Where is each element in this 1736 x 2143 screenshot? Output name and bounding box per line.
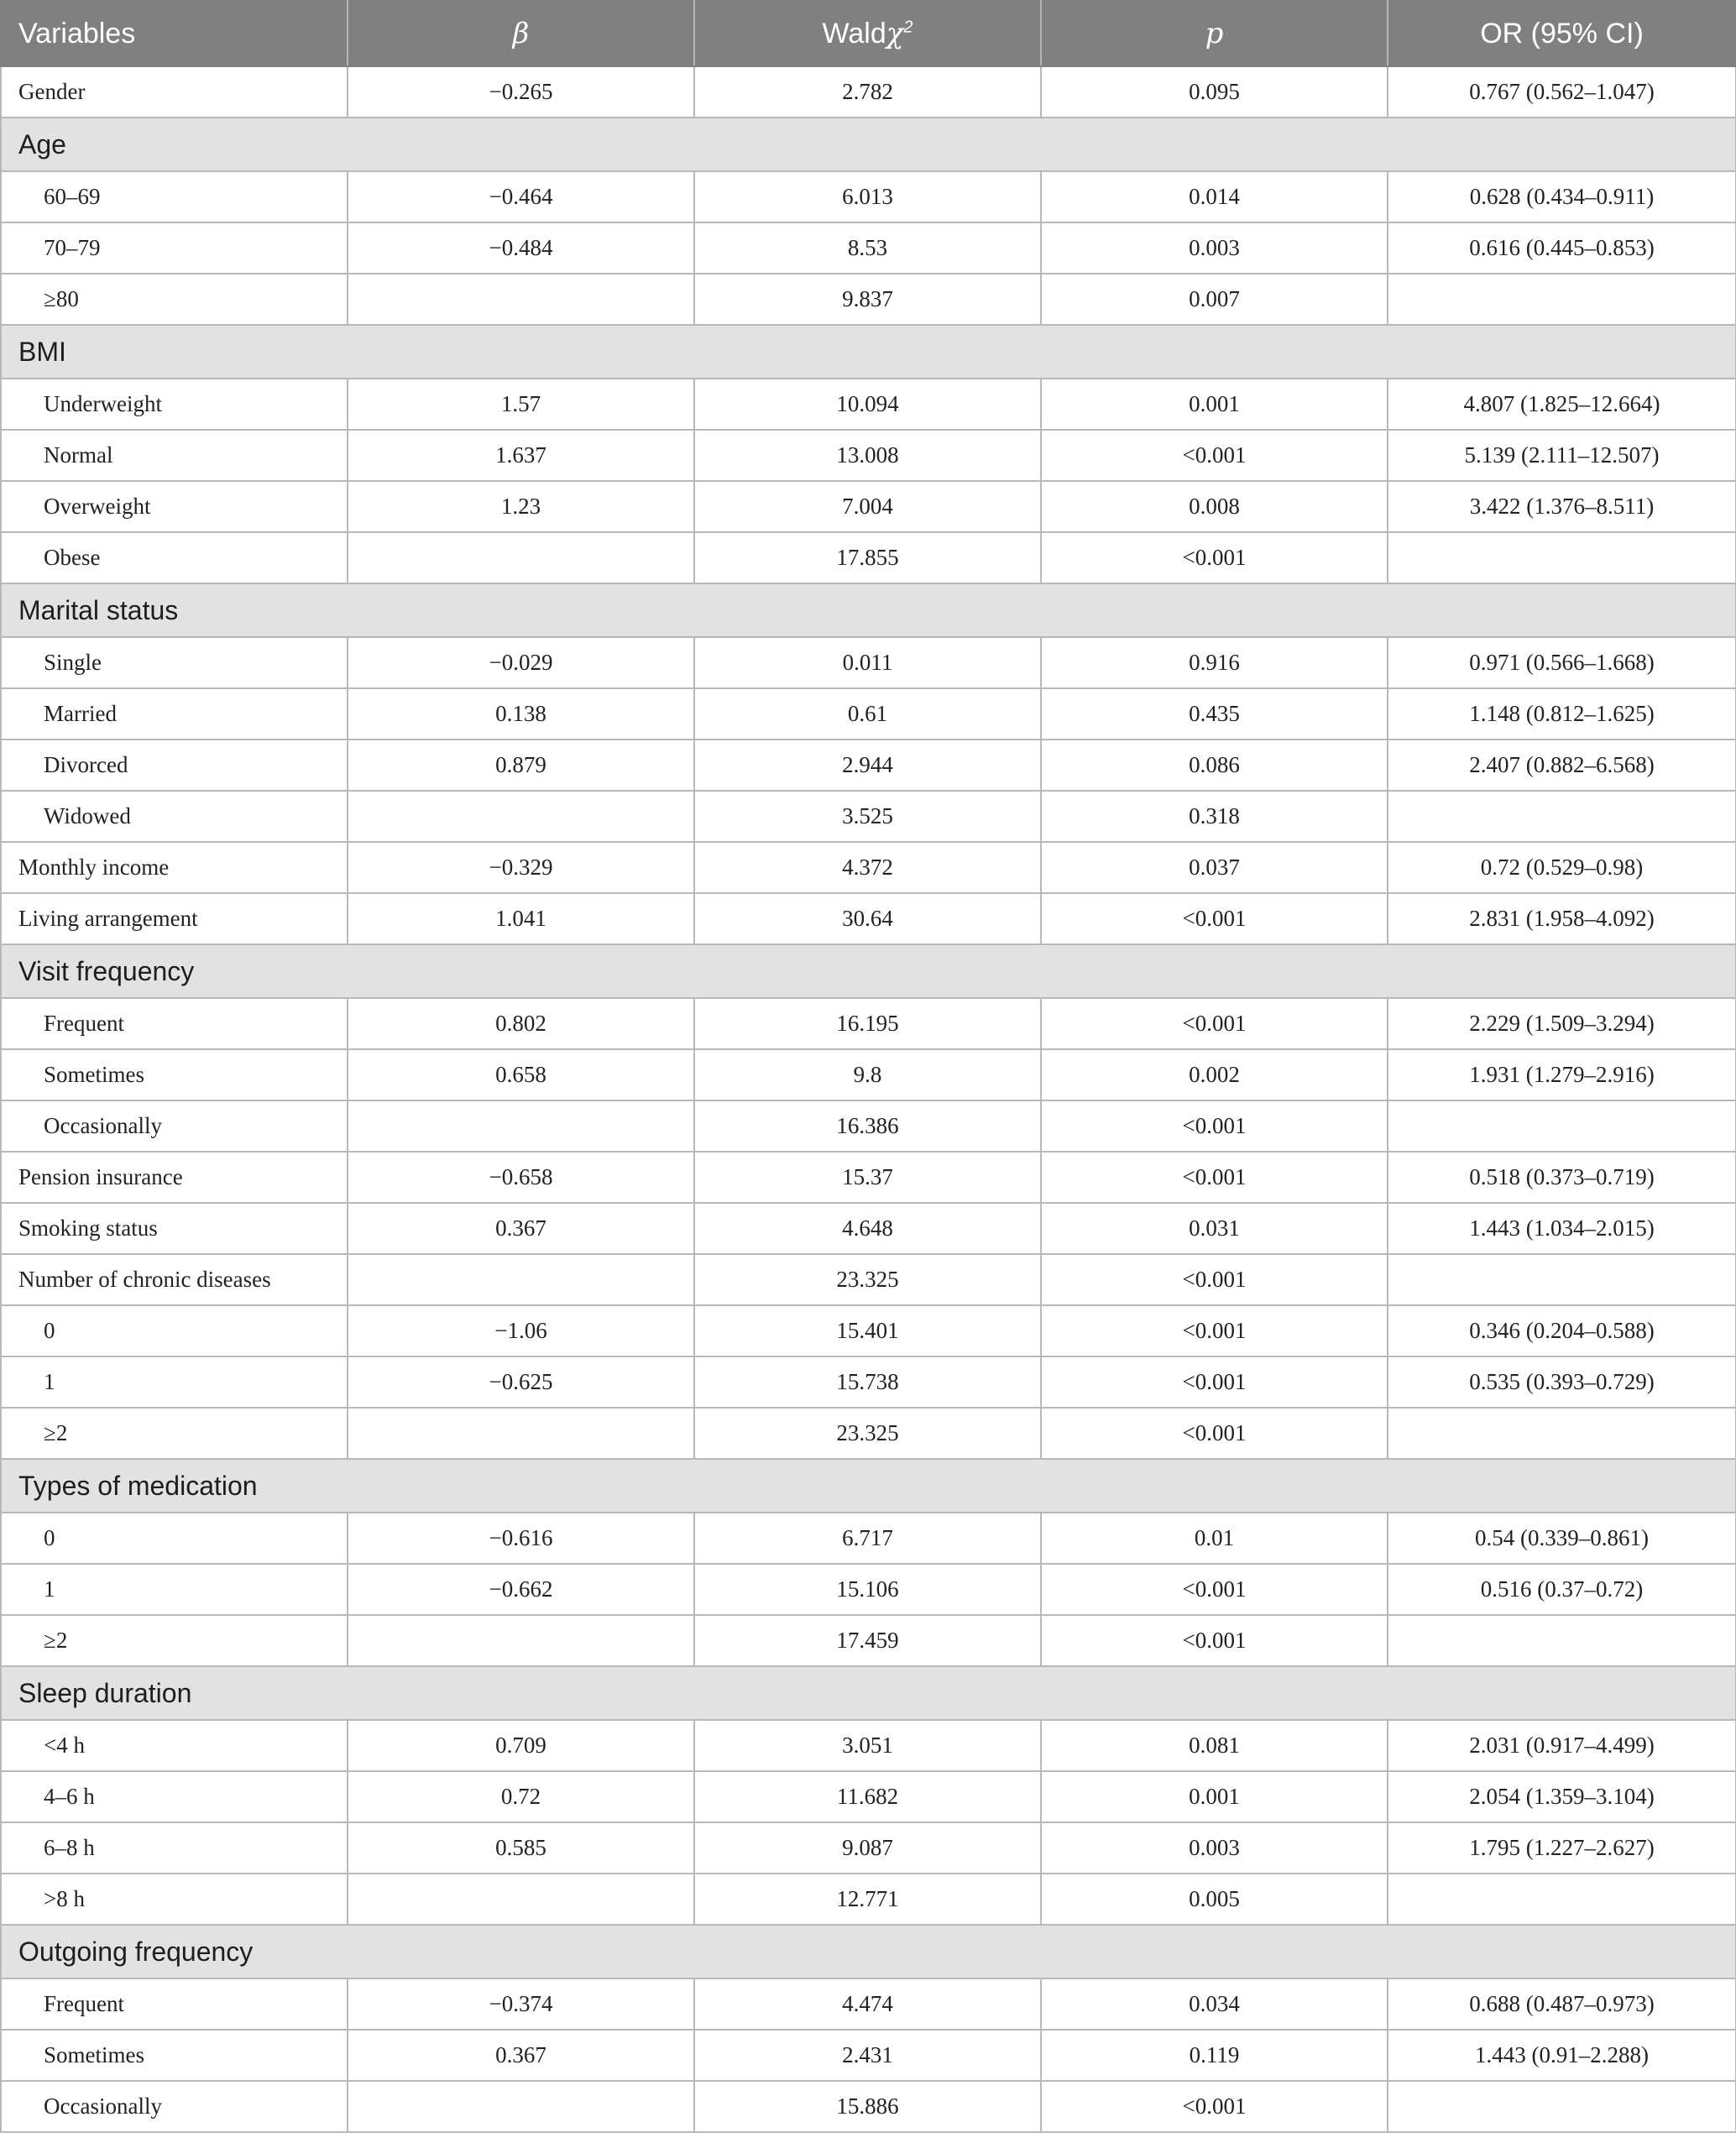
beta-cell: −0.374: [348, 1978, 694, 2030]
beta-cell: 0.138: [348, 688, 694, 740]
group-label: Sleep duration: [1, 1666, 1736, 1720]
table-row: [1, 1822, 1736, 1874]
p-value-cell: <0.001: [1041, 893, 1388, 944]
p-value-cell: 0.007: [1041, 274, 1388, 325]
variable-cell: Monthly income: [1, 842, 348, 893]
or-ci-cell: 1.443 (1.034–2.015): [1388, 1203, 1736, 1254]
variable-cell: Divorced: [1, 740, 348, 791]
or-ci-cell: [1388, 2081, 1736, 2132]
wald-cell: 0.011: [694, 637, 1041, 688]
table-row: [1, 1978, 1736, 2030]
or-ci-cell: 0.628 (0.434–0.911): [1388, 171, 1736, 222]
wald-cell: 10.094: [694, 379, 1041, 430]
p-value-cell: <0.001: [1041, 1564, 1388, 1615]
beta-cell: 0.709: [348, 1720, 694, 1771]
or-ci-cell: 2.407 (0.882–6.568): [1388, 740, 1736, 791]
variable-cell: Number of chronic diseases: [1, 1254, 348, 1305]
wald-cell: 7.004: [694, 481, 1041, 532]
group-header-row: [1, 118, 1736, 171]
p-value-cell: 0.008: [1041, 481, 1388, 532]
or-ci-cell: 0.688 (0.487–0.973): [1388, 1978, 1736, 2030]
beta-cell: −0.625: [348, 1356, 694, 1408]
or-ci-cell: [1388, 1874, 1736, 1925]
squared-superscript: 2: [903, 18, 913, 37]
p-value-cell: <0.001: [1041, 1254, 1388, 1305]
p-value-cell: <0.001: [1041, 1356, 1388, 1408]
wald-cell: 6.717: [694, 1513, 1041, 1564]
beta-cell: [348, 1615, 694, 1666]
p-value-cell: <0.001: [1041, 2081, 1388, 2132]
or-ci-cell: 1.931 (1.279–2.916): [1388, 1049, 1736, 1100]
beta-cell: 1.23: [348, 481, 694, 532]
group-label: Visit frequency: [1, 944, 1736, 998]
table-row: [1, 1874, 1736, 1925]
group-header-row: [1, 583, 1736, 637]
or-ci-cell: [1388, 274, 1736, 325]
wald-cell: 2.944: [694, 740, 1041, 791]
table-row: [1, 1564, 1736, 1615]
wald-cell: 15.106: [694, 1564, 1041, 1615]
table-header: [1, 1, 1736, 66]
p-value-cell: 0.014: [1041, 171, 1388, 222]
beta-cell: [348, 532, 694, 583]
group-header-row: [1, 1925, 1736, 1978]
p-value-cell: <0.001: [1041, 1615, 1388, 1666]
beta-cell: 0.72: [348, 1771, 694, 1822]
or-ci-cell: [1388, 791, 1736, 842]
wald-cell: 12.771: [694, 1874, 1041, 1925]
table-row: [1, 791, 1736, 842]
p-value-cell: <0.001: [1041, 1408, 1388, 1459]
wald-cell: 16.386: [694, 1100, 1041, 1152]
wald-cell: 17.855: [694, 532, 1041, 583]
variable-cell: Frequent: [1, 1978, 348, 2030]
or-ci-cell: [1388, 1408, 1736, 1459]
p-value-cell: <0.001: [1041, 430, 1388, 481]
p-value-cell: 0.01: [1041, 1513, 1388, 1564]
header-p: [1041, 1, 1388, 66]
variable-cell: Pension insurance: [1, 1152, 348, 1203]
table-row: [1, 1203, 1736, 1254]
beta-cell: −0.658: [348, 1152, 694, 1203]
beta-cell: −0.329: [348, 842, 694, 893]
or-ci-cell: 0.535 (0.393–0.729): [1388, 1356, 1736, 1408]
variable-cell: 70–79: [1, 222, 348, 274]
beta-cell: −0.616: [348, 1513, 694, 1564]
or-ci-cell: 1.148 (0.812–1.625): [1388, 688, 1736, 740]
table-row: [1, 66, 1736, 118]
table-row: [1, 998, 1736, 1049]
beta-cell: [348, 1254, 694, 1305]
p-value-cell: <0.001: [1041, 1152, 1388, 1203]
variable-cell: Occasionally: [1, 1100, 348, 1152]
p-value-cell: 0.003: [1041, 222, 1388, 274]
variable-cell: Married: [1, 688, 348, 740]
p-value-cell: 0.095: [1041, 66, 1388, 118]
wald-cell: 9.087: [694, 1822, 1041, 1874]
table-row: [1, 1720, 1736, 1771]
wald-cell: 4.474: [694, 1978, 1041, 2030]
or-ci-cell: 1.795 (1.227–2.627): [1388, 1822, 1736, 1874]
variable-cell: ≥2: [1, 1615, 348, 1666]
beta-cell: 1.637: [348, 430, 694, 481]
variable-cell: Frequent: [1, 998, 348, 1049]
table-row: [1, 893, 1736, 944]
table-row: [1, 1305, 1736, 1356]
p-symbol: p: [1205, 17, 1224, 50]
table-row: [1, 532, 1736, 583]
or-ci-cell: 0.767 (0.562–1.047): [1388, 66, 1736, 118]
variable-cell: 1: [1, 1564, 348, 1615]
header-variables: Variables: [1, 1, 348, 66]
p-value-cell: 0.003: [1041, 1822, 1388, 1874]
wald-cell: 2.431: [694, 2030, 1041, 2081]
table-body: [1, 66, 1736, 2132]
variable-cell: <4 h: [1, 1720, 348, 1771]
or-ci-cell: 2.054 (1.359–3.104): [1388, 1771, 1736, 1822]
variable-cell: 6–8 h: [1, 1822, 348, 1874]
variable-cell: 4–6 h: [1, 1771, 348, 1822]
wald-cell: 4.648: [694, 1203, 1041, 1254]
p-value-cell: 0.037: [1041, 842, 1388, 893]
p-value-cell: 0.001: [1041, 379, 1388, 430]
beta-cell: 1.57: [348, 379, 694, 430]
wald-cell: 23.325: [694, 1254, 1041, 1305]
p-value-cell: 0.119: [1041, 2030, 1388, 2081]
wald-cell: 15.886: [694, 2081, 1041, 2132]
variable-cell: Living arrangement: [1, 893, 348, 944]
beta-cell: [348, 1408, 694, 1459]
table-row: [1, 430, 1736, 481]
variable-cell: Widowed: [1, 791, 348, 842]
variable-cell: Overweight: [1, 481, 348, 532]
beta-symbol: β: [512, 17, 530, 50]
wald-cell: 16.195: [694, 998, 1041, 1049]
variable-cell: Obese: [1, 532, 348, 583]
table-row: [1, 1049, 1736, 1100]
table-row: [1, 481, 1736, 532]
beta-cell: 0.585: [348, 1822, 694, 1874]
beta-cell: 1.041: [348, 893, 694, 944]
chi-symbol: χ: [886, 17, 904, 50]
or-ci-cell: 2.229 (1.509–3.294): [1388, 998, 1736, 1049]
p-value-cell: 0.005: [1041, 1874, 1388, 1925]
variable-cell: Gender: [1, 66, 348, 118]
table-row: [1, 1254, 1736, 1305]
table-row: [1, 740, 1736, 791]
table-row: [1, 274, 1736, 325]
wald-cell: 13.008: [694, 430, 1041, 481]
p-value-cell: <0.001: [1041, 1305, 1388, 1356]
wald-cell: 17.459: [694, 1615, 1041, 1666]
header-beta: [348, 1, 694, 66]
or-ci-cell: [1388, 532, 1736, 583]
table-row: [1, 379, 1736, 430]
variable-cell: Underweight: [1, 379, 348, 430]
beta-cell: 0.802: [348, 998, 694, 1049]
p-value-cell: 0.318: [1041, 791, 1388, 842]
or-ci-cell: [1388, 1100, 1736, 1152]
p-value-cell: 0.031: [1041, 1203, 1388, 1254]
table-row: [1, 1356, 1736, 1408]
wald-cell: 3.525: [694, 791, 1041, 842]
p-value-cell: <0.001: [1041, 532, 1388, 583]
beta-cell: −1.06: [348, 1305, 694, 1356]
beta-cell: 0.658: [348, 1049, 694, 1100]
or-ci-cell: 0.971 (0.566–1.668): [1388, 637, 1736, 688]
or-ci-cell: [1388, 1254, 1736, 1305]
or-ci-cell: 0.346 (0.204–0.588): [1388, 1305, 1736, 1356]
table-row: [1, 1152, 1736, 1203]
wald-cell: 11.682: [694, 1771, 1041, 1822]
wald-cell: 15.401: [694, 1305, 1041, 1356]
group-label: Outgoing frequency: [1, 1925, 1736, 1978]
beta-cell: [348, 1100, 694, 1152]
or-ci-cell: 5.139 (2.111–12.507): [1388, 430, 1736, 481]
variable-cell: Single: [1, 637, 348, 688]
beta-cell: 0.367: [348, 2030, 694, 2081]
header-row: [1, 1, 1736, 66]
table-row: [1, 2030, 1736, 2081]
p-value-cell: 0.034: [1041, 1978, 1388, 2030]
group-header-row: [1, 944, 1736, 998]
wald-cell: 15.37: [694, 1152, 1041, 1203]
group-label: Types of medication: [1, 1459, 1736, 1513]
p-value-cell: 0.002: [1041, 1049, 1388, 1100]
beta-cell: −0.029: [348, 637, 694, 688]
beta-cell: [348, 2081, 694, 2132]
p-value-cell: 0.001: [1041, 1771, 1388, 1822]
group-label: Marital status: [1, 583, 1736, 637]
p-value-cell: 0.916: [1041, 637, 1388, 688]
wald-cell: 9.8: [694, 1049, 1041, 1100]
variable-cell: 1: [1, 1356, 348, 1408]
variable-cell: ≥80: [1, 274, 348, 325]
or-ci-cell: 2.031 (0.917–4.499): [1388, 1720, 1736, 1771]
beta-cell: [348, 791, 694, 842]
variable-cell: 60–69: [1, 171, 348, 222]
or-ci-cell: 0.72 (0.529–0.98): [1388, 842, 1736, 893]
or-ci-cell: 0.516 (0.37–0.72): [1388, 1564, 1736, 1615]
wald-cell: 0.61: [694, 688, 1041, 740]
or-ci-cell: 0.616 (0.445–0.853): [1388, 222, 1736, 274]
table-row: [1, 637, 1736, 688]
header-or-ci: OR (95% CI): [1388, 1, 1736, 66]
or-ci-cell: 3.422 (1.376–8.511): [1388, 481, 1736, 532]
p-value-cell: 0.081: [1041, 1720, 1388, 1771]
variable-cell: 0: [1, 1513, 348, 1564]
wald-text: Wald: [822, 18, 886, 50]
variable-cell: Occasionally: [1, 2081, 348, 2132]
beta-cell: −0.464: [348, 171, 694, 222]
variable-cell: 0: [1, 1305, 348, 1356]
wald-cell: 9.837: [694, 274, 1041, 325]
group-label: Age: [1, 118, 1736, 171]
group-header-row: [1, 325, 1736, 379]
table-row: [1, 1513, 1736, 1564]
p-value-cell: 0.086: [1041, 740, 1388, 791]
p-value-cell: 0.435: [1041, 688, 1388, 740]
table-row: [1, 842, 1736, 893]
table-row: [1, 688, 1736, 740]
beta-cell: 0.879: [348, 740, 694, 791]
table-row: [1, 222, 1736, 274]
beta-cell: −0.265: [348, 66, 694, 118]
variable-cell: Sometimes: [1, 1049, 348, 1100]
beta-cell: [348, 274, 694, 325]
table-row: [1, 2081, 1736, 2132]
beta-cell: −0.662: [348, 1564, 694, 1615]
wald-cell: 15.738: [694, 1356, 1041, 1408]
variable-cell: ≥2: [1, 1408, 348, 1459]
beta-cell: [348, 1874, 694, 1925]
p-value-cell: <0.001: [1041, 998, 1388, 1049]
wald-cell: 30.64: [694, 893, 1041, 944]
variable-cell: Normal: [1, 430, 348, 481]
variable-cell: Sometimes: [1, 2030, 348, 2081]
table-row: [1, 171, 1736, 222]
table-row: [1, 1615, 1736, 1666]
wald-cell: 23.325: [694, 1408, 1041, 1459]
table-row: [1, 1100, 1736, 1152]
or-ci-cell: 0.54 (0.339–0.861): [1388, 1513, 1736, 1564]
wald-cell: 8.53: [694, 222, 1041, 274]
wald-cell: 2.782: [694, 66, 1041, 118]
beta-cell: 0.367: [348, 1203, 694, 1254]
wald-cell: 4.372: [694, 842, 1041, 893]
or-ci-cell: [1388, 1615, 1736, 1666]
or-ci-cell: 0.518 (0.373–0.719): [1388, 1152, 1736, 1203]
beta-cell: −0.484: [348, 222, 694, 274]
or-ci-cell: 1.443 (0.91–2.288): [1388, 2030, 1736, 2081]
group-header-row: [1, 1459, 1736, 1513]
or-ci-cell: 4.807 (1.825–12.664): [1388, 379, 1736, 430]
table-row: [1, 1771, 1736, 1822]
variable-cell: Smoking status: [1, 1203, 348, 1254]
group-header-row: [1, 1666, 1736, 1720]
group-label: BMI: [1, 325, 1736, 379]
p-value-cell: <0.001: [1041, 1100, 1388, 1152]
wald-cell: 3.051: [694, 1720, 1041, 1771]
wald-cell: 6.013: [694, 171, 1041, 222]
table-row: [1, 1408, 1736, 1459]
header-wald-chi-square: [694, 1, 1041, 66]
or-ci-cell: 2.831 (1.958–4.092): [1388, 893, 1736, 944]
variable-cell: >8 h: [1, 1874, 348, 1925]
